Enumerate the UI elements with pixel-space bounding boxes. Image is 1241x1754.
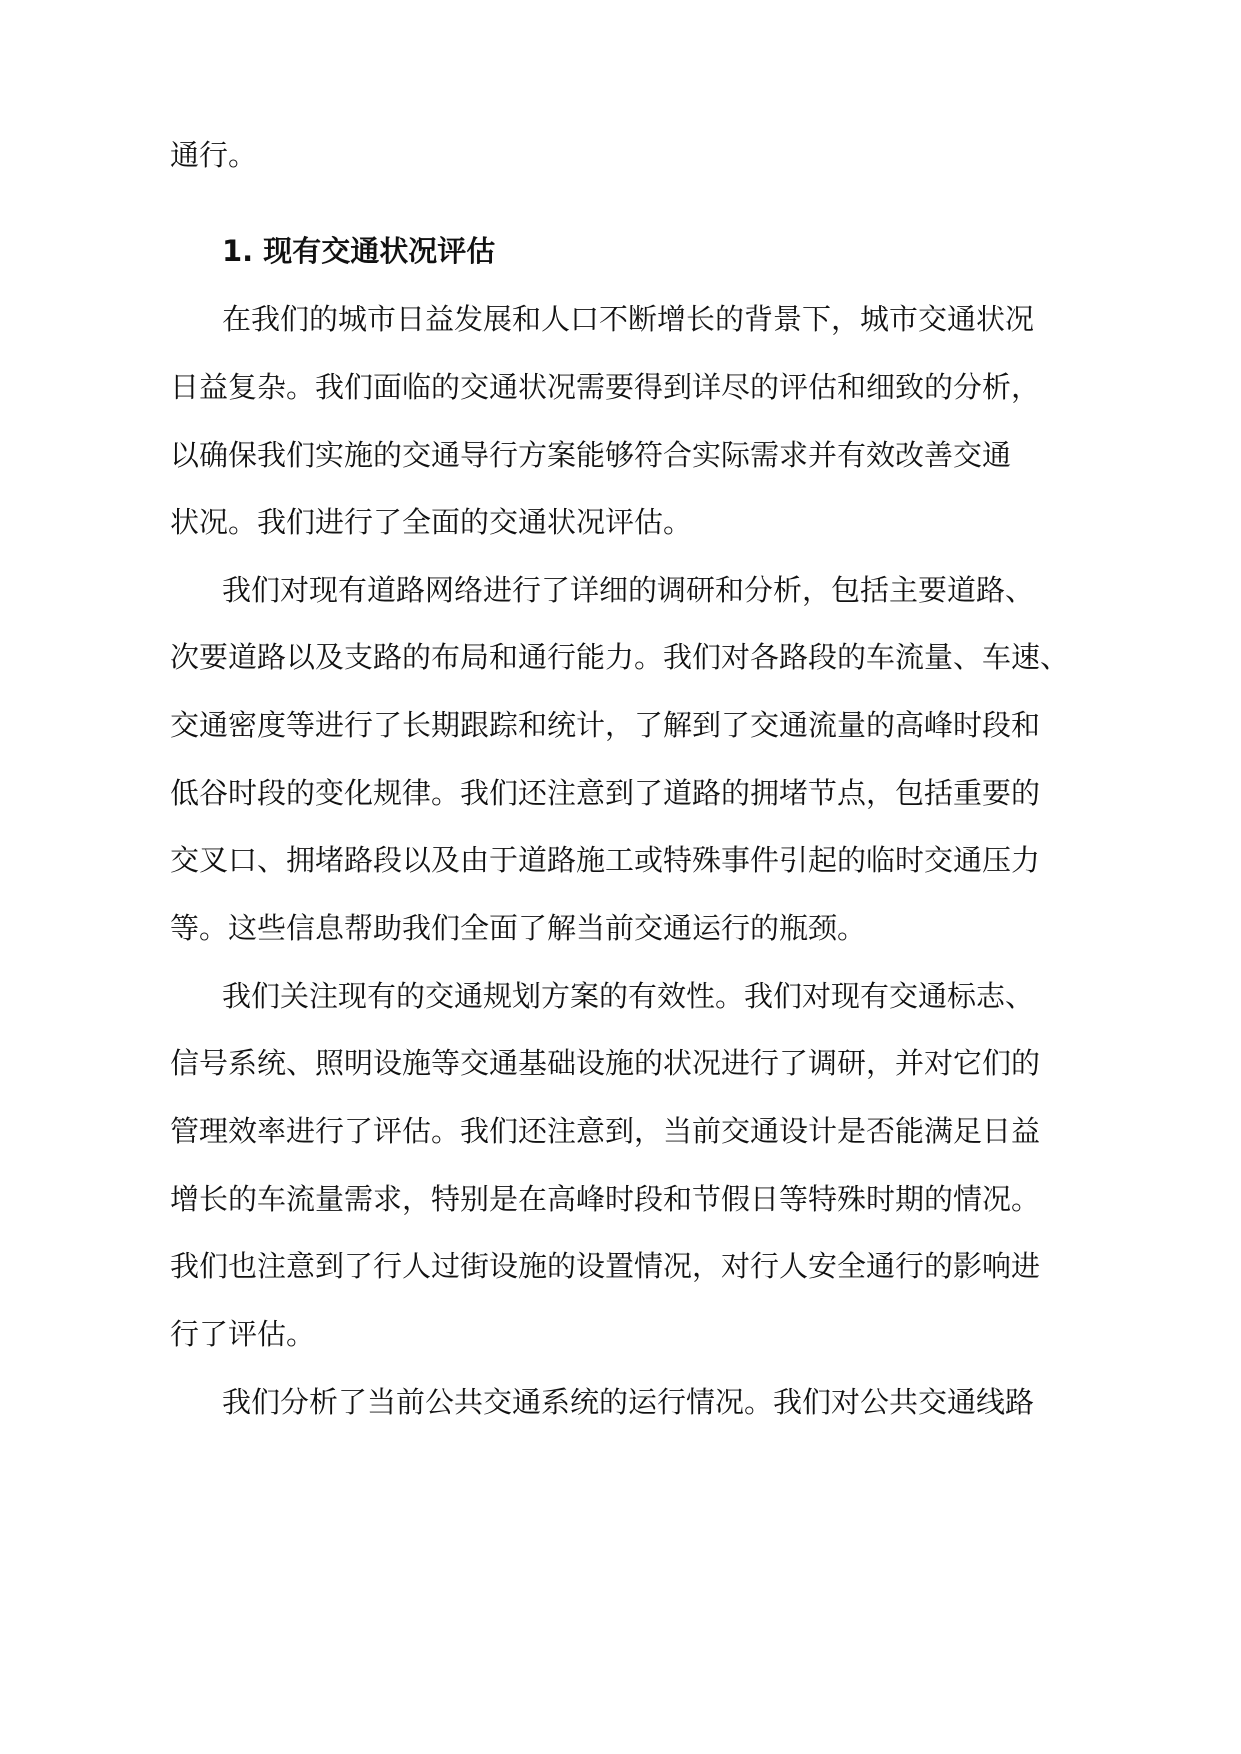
text-line: 在我们的城市日益发展和人口不断增长的背景下，城市交通状况 [222, 302, 1035, 336]
text-line: 通行。 [170, 138, 258, 172]
text-line: 我们对现有道路网络进行了详细的调研和分析，包括主要道路、 [222, 573, 1035, 607]
text-line: 信号系统、照明设施等交通基础设施的状况进行了调研，并对它们的 [170, 1046, 1041, 1080]
text-line: 我们也注意到了行人过街设施的设置情况，对行人安全通行的影响进 [170, 1249, 1041, 1283]
text-line: 我们分析了当前公共交通系统的运行情况。我们对公共交通线路 [222, 1385, 1035, 1419]
text-line: 增长的车流量需求，特别是在高峰时段和节假日等特殊时期的情况。 [170, 1182, 1041, 1216]
text-line: 日益复杂。我们面临的交通状况需要得到详尽的评估和细致的分析， [170, 370, 1041, 404]
text-line: 交叉口、拥堵路段以及由于道路施工或特殊事件引起的临时交通压力 [170, 843, 1041, 877]
text-line: 状况。我们进行了全面的交通状况评估。 [170, 505, 693, 539]
text-line: 管理效率进行了评估。我们还注意到，当前交通设计是否能满足日益 [170, 1114, 1041, 1148]
text-line: 行了评估。 [170, 1317, 316, 1351]
section-heading: 1. 现有交通状况评估 [222, 234, 496, 268]
text-line: 等。这些信息帮助我们全面了解当前交通运行的瓶颈。 [170, 911, 867, 945]
text-line: 我们关注现有的交通规划方案的有效性。我们对现有交通标志、 [222, 979, 1035, 1013]
text-line: 次要道路以及支路的布局和通行能力。我们对各路段的车流量、车速、 [170, 640, 1070, 674]
text-line: 交通密度等进行了长期跟踪和统计，了解到了交通流量的高峰时段和 [170, 708, 1041, 742]
text-line: 以确保我们实施的交通导行方案能够符合实际需求并有效改善交通 [170, 438, 1012, 472]
text-line: 低谷时段的变化规律。我们还注意到了道路的拥堵节点，包括重要的 [170, 776, 1041, 810]
